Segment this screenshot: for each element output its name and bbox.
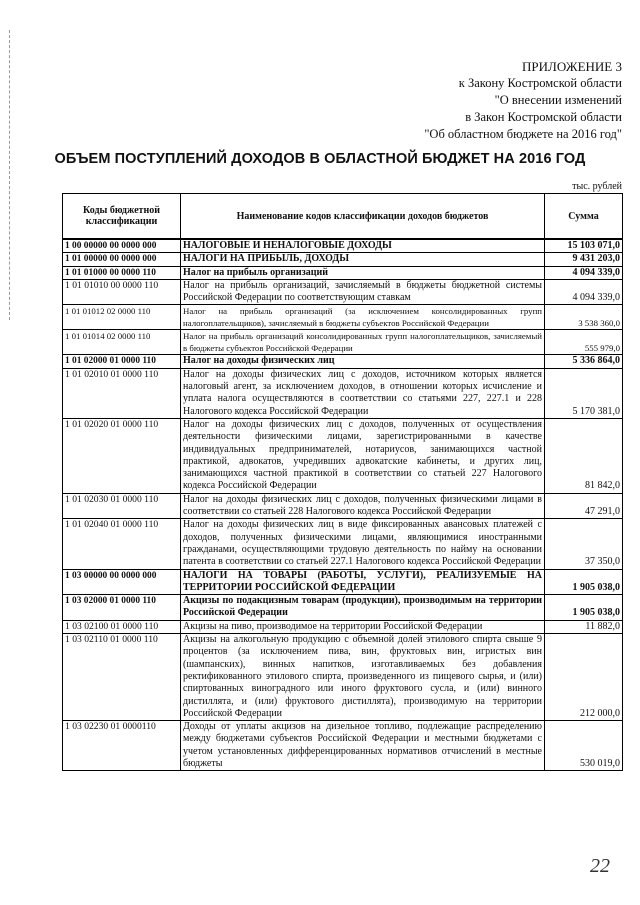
- table-row: [63, 634, 623, 721]
- table-row: [63, 305, 623, 330]
- row-amount: 555 979,0: [545, 330, 623, 355]
- table-row: [63, 279, 623, 305]
- row-name: Налог на доходы физических лиц с доходов, полученных физическими лицами в соответствии со статьей 228 Налогового кодекса Российской Федерации: [181, 493, 545, 519]
- row-name: Налог на прибыль организаций: [181, 266, 545, 279]
- row-code: 1 01 01014 02 0000 110: [63, 330, 181, 355]
- table-row: [63, 266, 623, 279]
- table-row: [63, 493, 623, 519]
- row-amount: 9 431 203,0: [545, 253, 623, 266]
- table-row: [63, 569, 623, 595]
- document-title: ОБЪЕМ ПОСТУПЛЕНИЙ ДОХОДОВ В ОБЛАСТНОЙ БЮДЖЕТ НА 2016 ГОД: [54, 151, 586, 167]
- row-code: 1 01 00000 00 0000 000: [63, 253, 181, 266]
- row-code: 1 01 02020 01 0000 110: [63, 418, 181, 493]
- unit-label: тыс. рублей: [572, 181, 622, 192]
- revenue-table: [62, 193, 623, 771]
- row-code: 1 01 02040 01 0000 110: [63, 519, 181, 569]
- row-name: Налог на доходы физических лиц в виде фиксированных авансовых платежей с доходов, полученных физическими лицами, являющимися иностранными гражданами, осуществляющими трудовую деятельность по найму на основании патента в соответствии со статьей 227.1 Налогового кодекса Российской Федерации: [181, 519, 545, 569]
- row-code: 1 03 02110 01 0000 110: [63, 634, 181, 721]
- row-amount: 81 842,0: [545, 418, 623, 493]
- table-header-row: [63, 194, 623, 240]
- appendix-amendment-line: "О внесении изменений: [494, 93, 622, 107]
- row-amount: 1 905 038,0: [545, 569, 623, 595]
- row-amount: 37 350,0: [545, 519, 623, 569]
- header-code: Коды бюджетной классификации: [63, 194, 181, 240]
- appendix-number: ПРИЛОЖЕНИЕ 3: [522, 59, 622, 74]
- header-sum: Сумма: [545, 194, 623, 240]
- row-name: Налог на прибыль организаций консолидированных групп налогоплательщиков, зачисляемый в бюджеты субъектов Российской Федерации: [181, 330, 545, 355]
- page-number: 22: [590, 855, 610, 877]
- row-name: НАЛОГОВЫЕ И НЕНАЛОГОВЫЕ ДОХОДЫ: [181, 239, 545, 253]
- row-amount: 212 000,0: [545, 634, 623, 721]
- row-name: Налог на прибыль организаций, зачисляемый в бюджеты бюджетной системы Российской Федерации по соответствующим ставкам: [181, 279, 545, 305]
- row-name: Налог на доходы физических лиц: [181, 355, 545, 368]
- table-row: [63, 330, 623, 355]
- row-amount: 47 291,0: [545, 493, 623, 519]
- appendix-header: [424, 58, 622, 143]
- table-row: [63, 368, 623, 418]
- row-amount: 4 094 339,0: [545, 279, 623, 305]
- row-code: 1 01 02010 01 0000 110: [63, 368, 181, 418]
- binding-margin-marks: [9, 30, 11, 320]
- appendix-law-line: к Закону Костромской области: [458, 76, 622, 90]
- row-amount: 3 538 360,0: [545, 305, 623, 330]
- row-amount: 5 336 864,0: [545, 355, 623, 368]
- row-amount: 530 019,0: [545, 721, 623, 771]
- table-row: [63, 620, 623, 633]
- row-code: 1 03 02100 01 0000 110: [63, 620, 181, 633]
- row-name: Акцизы на алкогольную продукцию с объемной долей этилового спирта свыше 9 процентов (за исключением пива, вин, фруктовых вин, игристых вин (шампанских), винных напитков, изготавливаемых без добавления ректификованного этилового спирта, произведенного из пищевого сырья, и (или) спиртованных виноградного или иного фруктового сусла, и (или) винного дистиллята, и (или) фруктового дистиллята), производимую на территории Российской Федерации: [181, 634, 545, 721]
- row-amount: 15 103 071,0: [545, 239, 623, 253]
- row-code: 1 03 00000 00 0000 000: [63, 569, 181, 595]
- row-name: Акцизы на пиво, производимое на территории Российской Федерации: [181, 620, 545, 633]
- row-code: 1 03 02000 01 0000 110: [63, 595, 181, 621]
- table-row: [63, 595, 623, 621]
- row-amount: 5 170 381,0: [545, 368, 623, 418]
- row-amount: 11 882,0: [545, 620, 623, 633]
- row-name: Акцизы по подакцизным товарам (продукции), производимым на территории Российской Федерации: [181, 595, 545, 621]
- row-name: Налог на доходы физических лиц с доходов, полученных от осуществления деятельности физическими лицами, зарегистрированными в качестве индивидуальных предпринимателей, нотариусов, занимающихся частной практикой, адвокатов, учредивших адвокатские кабинеты, и других лиц, занимающихся частной практикой в соответствии со статьей 227 Налогового кодекса Российской Федерации: [181, 418, 545, 493]
- row-code: 1 01 01000 00 0000 110: [63, 266, 181, 279]
- row-code: 1 03 02230 01 0000110: [63, 721, 181, 771]
- row-code: 1 00 00000 00 0000 000: [63, 239, 181, 253]
- table-row: [63, 239, 623, 253]
- row-name: НАЛОГИ НА ТОВАРЫ (РАБОТЫ, УСЛУГИ), РЕАЛИЗУЕМЫЕ НА ТЕРРИТОРИИ РОССИЙСКОЙ ФЕДЕРАЦИИ: [181, 569, 545, 595]
- row-code: 1 01 01012 02 0000 110: [63, 305, 181, 330]
- row-name: Налог на доходы физических лиц с доходов, источником которых является налоговый агент, за исключением доходов, в отношении которых исчисление и уплата налога осуществляются в соответствии со статьями 227, 227.1 и 228 Налогового кодекса Российской Федерации: [181, 368, 545, 418]
- row-code: 1 01 01010 00 0000 110: [63, 279, 181, 305]
- row-name: Доходы от уплаты акцизов на дизельное топливо, подлежащие распределению между бюджетами субъектов Российской Федерации и местными бюджетами с учетом установленных дифференцированных нормативов отчислений в местные бюджеты: [181, 721, 545, 771]
- row-amount: 1 905 038,0: [545, 595, 623, 621]
- table-row: [63, 253, 623, 266]
- row-amount: 4 094 339,0: [545, 266, 623, 279]
- row-code: 1 01 02000 01 0000 110: [63, 355, 181, 368]
- appendix-budget-law-line: "Об областном бюджете на 2016 год": [424, 127, 622, 141]
- table-row: [63, 355, 623, 368]
- row-name: НАЛОГИ НА ПРИБЫЛЬ, ДОХОДЫ: [181, 253, 545, 266]
- table-row: [63, 721, 623, 771]
- row-code: 1 01 02030 01 0000 110: [63, 493, 181, 519]
- appendix-law-line-2: в Закон Костромской области: [465, 110, 622, 124]
- header-name: Наименование кодов классификации доходов бюджетов: [181, 194, 545, 240]
- table-row: [63, 418, 623, 493]
- row-name: Налог на прибыль организаций (за исключением консолидированных групп налогоплательщиков), зачисляемый в бюджеты субъектов Российской Федерации: [181, 305, 545, 330]
- table-row: [63, 519, 623, 569]
